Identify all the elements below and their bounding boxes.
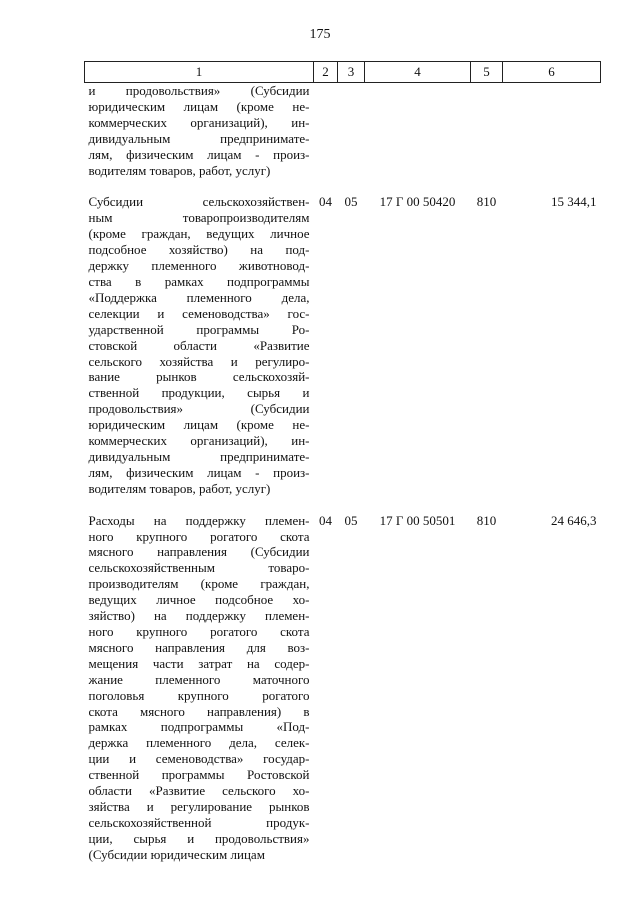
- description-line: ного крупного рогатого скота: [88, 624, 310, 639]
- table-row: [85, 83, 601, 179]
- description-line: коммерческих организаций), ин-: [88, 433, 310, 449]
- description-line: стовской области «Развитие: [88, 337, 310, 353]
- description-line: мясного направления (Субсидии: [88, 544, 310, 560]
- description-line: ции, сырья и продовольствия»: [88, 830, 310, 846]
- row-section-code: 04: [319, 194, 332, 210]
- row-expense-type: 810: [476, 194, 497, 210]
- description-line: зяйство) на поддержку племен-: [88, 608, 310, 624]
- row-target-article: [365, 83, 471, 179]
- row-description: [85, 497, 314, 863]
- row-subsection-code: 05: [344, 194, 358, 210]
- description-line: скота мясного направления) в: [88, 703, 310, 719]
- description-line: сельского хозяйства и регулиро-: [88, 353, 310, 369]
- header-col-4: 4: [365, 62, 471, 83]
- description-line: дивидуальным предпринимате-: [88, 448, 310, 464]
- description-line: ударственной программы Ро-: [88, 321, 310, 337]
- description-line: рамках подпрограммы «Под-: [88, 719, 310, 735]
- description-line: продовольствия» (Субсидии: [88, 401, 310, 417]
- description-line: ства в рамках подпрограммы: [88, 273, 310, 289]
- description-line: жание племенного маточного: [88, 671, 310, 687]
- description-line: держку племенного животновод-: [88, 258, 310, 274]
- description-line: держка племенного дела, селек-: [88, 735, 310, 751]
- budget-table: [84, 61, 601, 863]
- row-description: [85, 83, 314, 179]
- row-subsection-code: [338, 83, 365, 179]
- header-col-1: 1: [85, 62, 314, 83]
- description-line: сельскохозяйственным товаро-: [88, 560, 310, 576]
- row-amount: 24 646,3: [551, 512, 597, 528]
- row-section-code: [314, 83, 338, 179]
- description-line: ственной продукции, сырья и: [88, 385, 310, 401]
- description-line: «Поддержка племенного дела,: [88, 289, 310, 305]
- description-line: ным товаропроизводителям: [88, 210, 310, 226]
- header-col-5: 5: [471, 62, 503, 83]
- description-line: и продовольствия» (Субсидии: [88, 83, 310, 98]
- description-line: ного крупного рогатого скота: [88, 528, 310, 544]
- description-line: лям, физическим лицам - произ-: [88, 464, 310, 480]
- description-line: водителям товаров, работ, услуг): [88, 480, 271, 496]
- description-line: производителям (кроме граждан,: [88, 576, 310, 592]
- description-line: Расходы на поддержку племен-: [88, 512, 310, 528]
- row-expense-type: 810: [476, 512, 497, 528]
- description-line: дивидуальным предпринимате-: [88, 130, 310, 146]
- description-line: зяйства и регулирование рынков: [88, 798, 310, 814]
- description-line: (Субсидии юридическим лицам: [88, 846, 265, 862]
- description-line: коммерческих организаций), ин-: [88, 114, 310, 130]
- row-expense-type: [471, 83, 503, 179]
- row-target-article: 17 Г 00 50501: [379, 512, 456, 528]
- description-line: поголовья крупного рогатого: [88, 687, 310, 703]
- description-line: сельскохозяйственной продук-: [88, 814, 310, 830]
- description-line: селекции и семеноводства» гос-: [88, 305, 310, 321]
- description-line: ственной программы Ростовской: [88, 767, 310, 783]
- row-description: [85, 178, 314, 496]
- row-amount: [503, 83, 601, 179]
- description-line: области «Развитие сельского хо-: [88, 783, 310, 799]
- description-line: Субсидии сельскохозяйствен-: [88, 194, 310, 210]
- table-body: [85, 83, 601, 863]
- header-col-6: 6: [503, 62, 601, 83]
- page-number: 175: [309, 27, 331, 42]
- row-subsection-code: 05: [344, 512, 358, 528]
- header-col-3: 3: [338, 62, 365, 83]
- row-target-article: 17 Г 00 50420: [379, 194, 456, 210]
- description-line: водителям товаров, работ, услуг): [88, 162, 271, 178]
- description-line: мещения части затрат на содер-: [88, 655, 310, 671]
- row-amount: 15 344,1: [551, 194, 597, 210]
- table-row: [85, 178, 601, 496]
- description-line: мясного направления для воз-: [88, 639, 310, 655]
- header-col-2: 2: [314, 62, 338, 83]
- row-section-code: 04: [319, 512, 332, 528]
- description-line: вание рынков сельскохозяй-: [88, 369, 310, 385]
- description-line: подсобное хозяйство) на под-: [88, 242, 310, 258]
- description-line: юридическим лицам (кроме не-: [88, 98, 310, 114]
- table-row: [85, 497, 601, 863]
- description-line: ведущих личное подсобное хо-: [88, 592, 310, 608]
- description-line: юридическим лицам (кроме не-: [88, 417, 310, 433]
- description-line: (кроме граждан, ведущих личное: [88, 226, 310, 242]
- table-header-row: [85, 62, 601, 83]
- description-line: ции и семеноводства» государ-: [88, 751, 310, 767]
- description-line: лям, физическим лицам - произ-: [88, 146, 310, 162]
